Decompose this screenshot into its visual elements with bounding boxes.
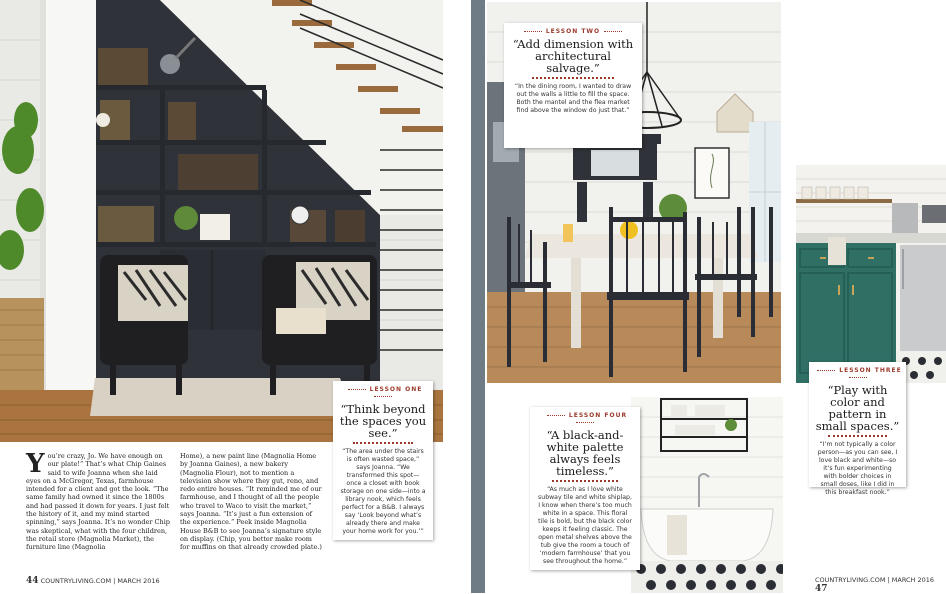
left-folio [26,576,160,586]
library-nook-photo [0,0,443,442]
article-text-col1: ou’re crazy, Jo. We have enough on our plate!” That’s what Chip Gaines said to wife Joanna when she laid eyes on a McGregor, Texas, farmhouse intended for a client and got the look. “The same family had owned it since the 1800s and had passed it down for years. I just felt the history of it, and my mind started spinning,” says Joanna. It’s no wonder Chip was skeptical, what with the four children, the retail store (Magnolia Market), the furniture line (Magnolia [26,452,170,552]
lesson-four-body: “As much as I love white subway tile and white shiplap, I know when there’s too much white in a space. This floral tile is bold, but the black color keeps it feeling classic. The open metal shelves above the tub give the room a touch of ‘modern farmhouse’ that you see throughout the home.” [538,486,632,565]
article-column-1 [26,449,172,552]
lesson-two-body: “In the dining room, I wanted to draw out the walls a little to fill the space. Both the mantel and the flea market find above the window do just that.” [514,83,632,114]
lesson-three-sidebar [809,362,906,496]
left-folio-text: COUNTRYLIVING.COM | MARCH 2016 [40,577,160,585]
lesson-two-divider [532,77,615,79]
left-page-number: 44 [26,576,39,586]
lesson-three-divider [828,435,886,437]
lesson-four-divider [552,480,618,482]
right-page [485,0,946,593]
lesson-one-divider [353,442,413,444]
kitchen-nook-photo [796,165,946,383]
kitchen-nook-illustration [796,165,946,383]
page-gutter [471,0,485,593]
lesson-two-headline: “Add dimension with architectural salvage.” [512,37,634,75]
lesson-three-body: “I’m not typically a color person—as you can see, I love black and white—so it’s fun experimenting with bolder choices in small doses, like I did in this breakfast nook.” [817,441,898,496]
lesson-two-tag: LESSON TWO [504,28,642,35]
lesson-one-headline: “Think beyond the spaces you see.” [339,402,427,440]
lesson-four-headline: “A black-and-white palette always feels timeless.” [546,428,624,478]
article-text-col2: Home), a new paint line (Magnolia Home by Joanna Gaines), a new bakery (Magnolia Flour), not to mention a television show where they gut, reno, and redo entire houses. “It reminded me of our farmhouse, and I thought of all the people who travel to Waco to visit the market,” says Joanna. “It’s just a fun extension of the experience.” Peek inside Magnolia House B&B to see Joanna’s signature style on display. (Chip, you better make room for muffins on that already crowded plate.) [180,452,322,552]
lesson-three-headline: “Play with color and pattern in small spaces.” [815,383,900,433]
lesson-one-tag: LESSON ONE [333,386,433,400]
bathroom-illustration [631,397,783,593]
article-dropcap: Y [26,449,45,479]
article-column-2 [180,452,322,552]
lesson-four-tag: LESSON FOUR [530,412,640,426]
left-page [0,0,471,593]
lesson-one-sidebar [333,381,433,540]
bathroom-photo [631,397,783,593]
right-page-number: 47 [815,584,828,594]
right-folio-text: COUNTRYLIVING.COM | MARCH 2016 [815,576,935,584]
right-folio [815,576,946,594]
lesson-three-tag: LESSON THREE [809,367,906,381]
library-nook-illustration [0,0,443,442]
lesson-two-sidebar [504,23,642,148]
lesson-one-body: “The area under the stairs is often wasted space,” says Joanna. “We transformed this spot—once a closet with book storage on one side—into a library nook, which feels perfect for a B&B. I always say ‘Look beyond what’s already there and make your home work for you.’” [340,448,426,535]
lesson-four-sidebar [530,407,640,570]
